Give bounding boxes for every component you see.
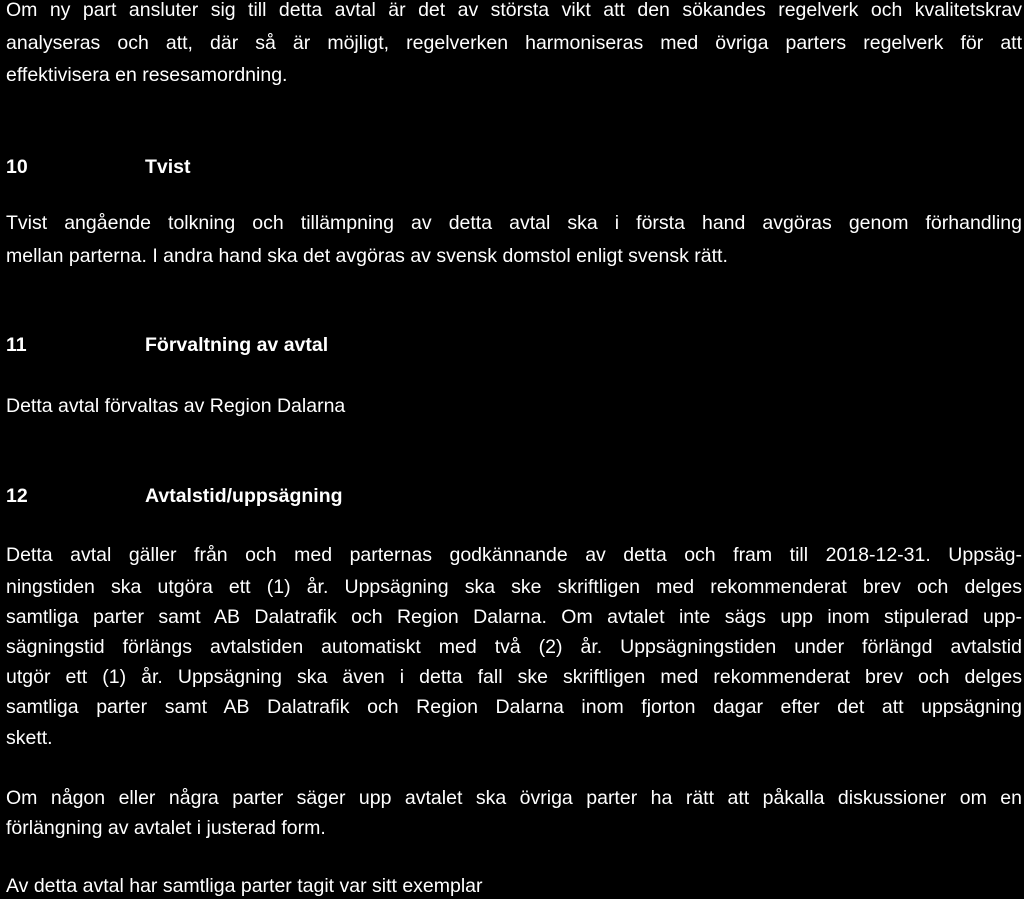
- section-line: mellan parterna. I andra hand ska det avgöras av svensk domstol enligt svensk rätt.: [6, 245, 728, 267]
- section-title: Avtalstid/uppsägning: [145, 485, 343, 507]
- section-line: Detta avtal förvaltas av Region Dalarna: [6, 395, 346, 417]
- section-title: Förvaltning av avtal: [145, 334, 329, 356]
- section-number: 10: [6, 156, 28, 178]
- section-line: Tvist angående tolkning och tillämpning av detta avtal ska i första hand avgöras genom förhandling: [6, 212, 1022, 234]
- closing-line: Av detta avtal har samtliga parter tagit var sitt exemplar: [6, 875, 483, 897]
- section-line: Om någon eller några parter säger upp avtalet ska övriga parter ha rätt att påkalla diskussioner om en: [6, 787, 1022, 809]
- section-number: 12: [6, 485, 28, 507]
- section-line: sägningstid förlängs avtalstiden automatiskt med två (2) år. Uppsägningstiden under förlängd avtalstid: [6, 636, 1022, 658]
- section-line: samtliga parter samt AB Dalatrafik och Region Dalarna inom fjorton dagar efter det att uppsägning: [6, 696, 1022, 718]
- section-line: ningstiden ska utgöra ett (1) år. Uppsägning ska ske skriftligen med rekommenderat brev och delges: [6, 576, 1022, 598]
- section-number: 11: [6, 334, 27, 356]
- section-line: Detta avtal gäller från och med parternas godkännande av detta och fram till 2018-12-31. Uppsäg-: [6, 544, 1022, 566]
- intro-line: Om ny part ansluter sig till detta avtal är det av största vikt att den sökandes regelverk och kvalitetskrav: [6, 0, 1022, 21]
- section-title: Tvist: [145, 156, 191, 178]
- section-line: samtliga parter samt AB Dalatrafik och Region Dalarna. Om avtalet inte sägs upp inom stipulerad upp-: [6, 606, 1022, 628]
- section-line: förlängning av avtalet i justerad form.: [6, 817, 326, 839]
- intro-line: analyseras och att, där så är möjligt, regelverken harmoniseras med övriga parters regelverk för att: [6, 32, 1022, 54]
- section-line: utgör ett (1) år. Uppsägning ska även i detta fall ske skriftligen med rekommenderat brev och delges: [6, 666, 1022, 688]
- section-line: skett.: [6, 727, 53, 749]
- intro-line: effektivisera en resesamordning.: [6, 64, 288, 86]
